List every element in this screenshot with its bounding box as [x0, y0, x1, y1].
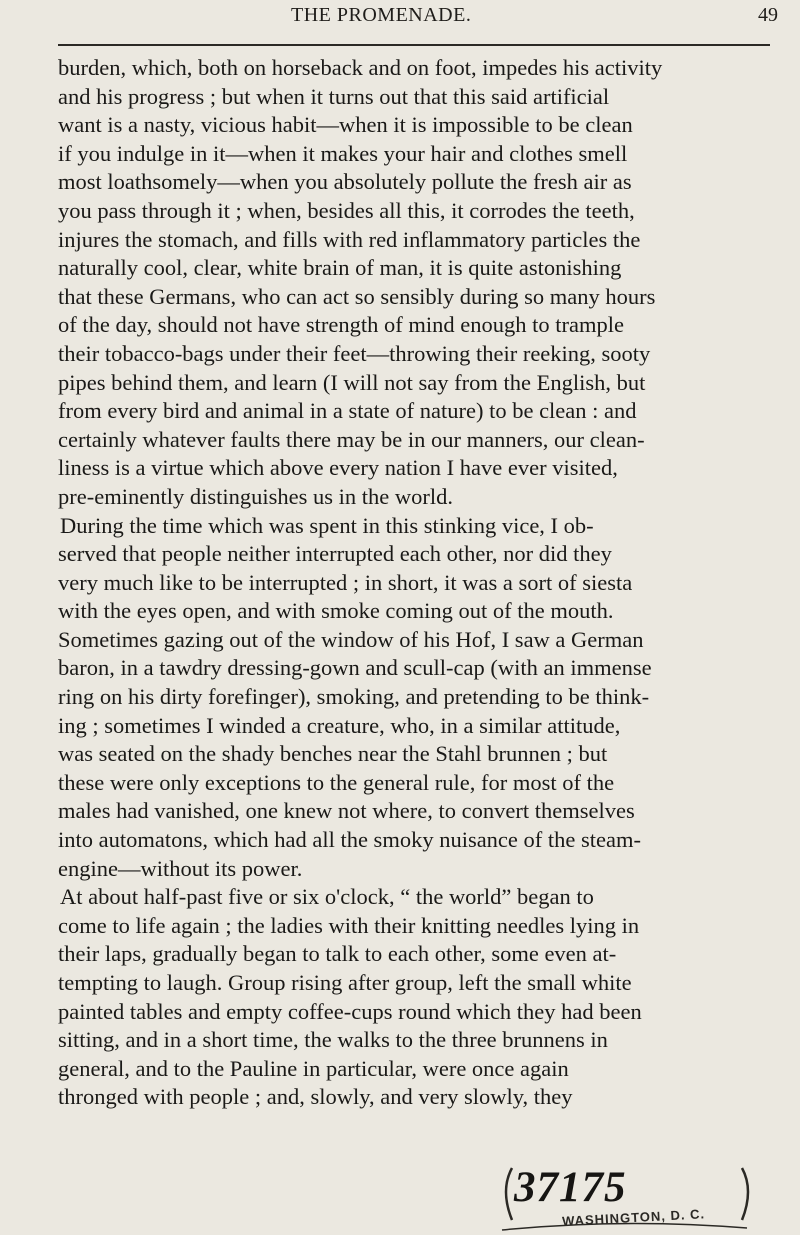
page-header	[0, 4, 800, 30]
text-line: was seated on the shady benches near the Stahl brunnen ; but	[58, 741, 608, 767]
text-line: ring on his dirty forefinger), smoking, and pretending to be think-	[58, 684, 650, 710]
text-line: if you indulge in it—when it makes your hair and clothes smell	[58, 140, 628, 166]
text-line: their tobacco-bags under their feet—throwing their reeking, sooty	[58, 340, 651, 366]
text-line: very much like to be interrupted ; in short, it was a sort of siesta	[58, 569, 633, 595]
header-rule	[58, 44, 770, 46]
text-line: from every bird and animal in a state of nature) to be clean : and	[58, 398, 637, 424]
text-line: certainly whatever faults there may be in our manners, our clean-	[58, 426, 645, 452]
text-line: Sometimes gazing out of the window of his Hof, I saw a German	[58, 626, 644, 652]
text-line: pre-eminently distinguishes us in the world.	[58, 483, 453, 509]
text-line: you pass through it ; when, besides all this, it corrodes the teeth,	[58, 197, 635, 223]
text-line: engine—without its power.	[58, 855, 303, 881]
text-line: males had vanished, one knew not where, to convert themselves	[58, 798, 635, 824]
text-line: come to life again ; the ladies with their knitting needles lying in	[58, 912, 640, 938]
text-line: served that people neither interrupted each other, nor did they	[58, 541, 612, 567]
text-line: want is a nasty, vicious habit—when it is impossible to be clean	[58, 112, 633, 138]
text-line: tempting to laugh. Group rising after group, left the small white	[58, 970, 632, 995]
text-line: naturally cool, clear, white brain of man, it is quite astonishing	[58, 255, 622, 281]
text-line: pipes behind them, and learn (I will not say from the English, but	[58, 369, 646, 395]
text-line: with the eyes open, and with smoke coming out of the mouth.	[58, 598, 614, 624]
text-line: injures the stomach, and fills with red inflammatory particles the	[58, 226, 641, 252]
text-line: and his progress ; but when it turns out that this said artificial	[58, 83, 610, 109]
stamp-text: WASHINGTON, D. C.	[561, 1206, 706, 1229]
library-stamp	[472, 1160, 782, 1235]
running-title: THE PROMENADE.	[291, 4, 472, 26]
text-line: liness is a virtue which above every nation I have ever visited,	[58, 455, 618, 481]
text-line: baron, in a tawdry dressing-gown and scull-cap (with an immense	[58, 655, 652, 681]
text-line: thronged with people ; and, slowly, and very slowly, they	[58, 1084, 573, 1110]
stamp-code: 37175	[514, 1164, 627, 1211]
text-line: At about half-past five or six o'clock, “ the world” began to	[60, 884, 594, 910]
text-line: their laps, gradually began to talk to each other, some even at-	[58, 941, 617, 967]
text-line: ing ; sometimes I winded a creature, who, in a similar attitude,	[58, 712, 621, 738]
text-line: that these Germans, who can act so sensibly during so many hours	[58, 283, 656, 309]
text-line: general, and to the Pauline in particular, were once again	[58, 1055, 569, 1081]
text-line: most loathsomely—when you absolutely pollute the fresh air as	[58, 169, 632, 195]
text-line: painted tables and empty coffee-cups round which they had been	[58, 998, 642, 1024]
body-text	[58, 54, 784, 1112]
page-number: 49	[758, 4, 778, 26]
text-line: into automatons, which had all the smoky nuisance of the steam-	[58, 827, 641, 853]
text-line: these were only exceptions to the general rule, for most of the	[58, 769, 615, 795]
text-line: sitting, and in a short time, the walks to the three brunnens in	[58, 1027, 608, 1053]
text-line: of the day, should not have strength of mind enough to trample	[58, 312, 624, 338]
text-line: burden, which, both on horseback and on foot, impedes his activity	[58, 55, 663, 80]
text-line: During the time which was spent in this stinking vice, I ob-	[60, 512, 594, 538]
